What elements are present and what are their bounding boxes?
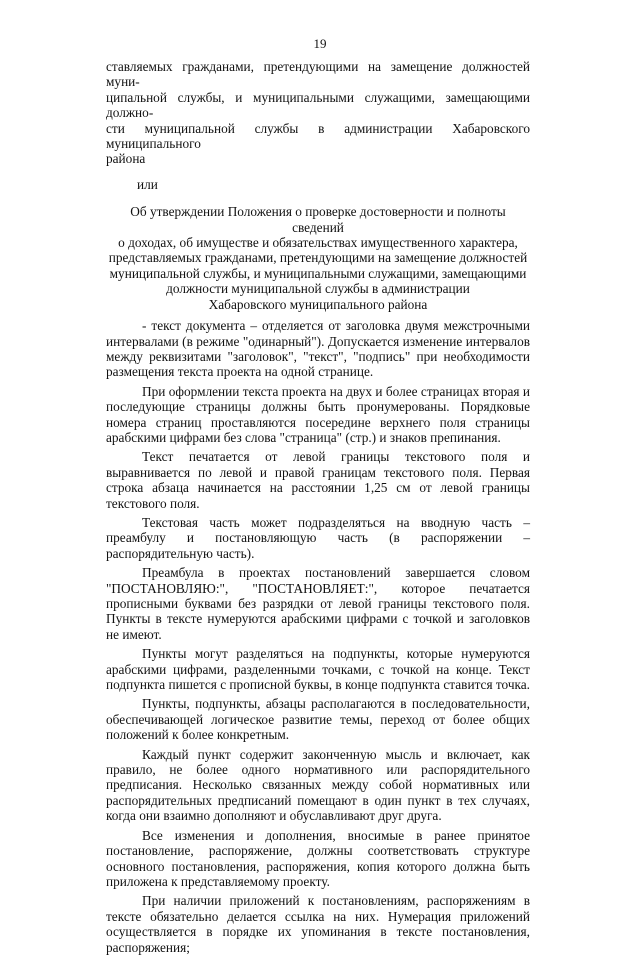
paragraph: Каждый пункт содержит законченную мысль и включает, как правило, не более одного нормативного или распорядительного предписания. Несколько связанных между собой нормативных или распорядительных предписаний помещают в один пункт в тех случаях, когда они взаимно дополняют и обуславливают друг друга.: [106, 746, 530, 824]
paragraph: Преамбула в проектах постановлений завершается словом "ПОСТАНОВЛЯЮ:", "ПОСТАНОВЛЯЕТ:", которое печатается прописными буквами без разрядки от левой границы текстового поля. Пункты в тексте нумеруются арабскими цифрами с точкой и заголовков не имеют.: [106, 565, 530, 642]
intro-line: района: [106, 151, 146, 167]
paragraph: Пункты могут разделяться на подпункты, которые нумеруются арабскими цифрами, разделенными точками, с точкой на конце. Текст подпункта пишется с прописной буквы, в конце подпункта ставится точка.: [106, 646, 531, 693]
paragraph: При наличии приложений к постановлениям, распоряжениям в тексте обязательно делается ссылка на них. Нумерация приложений осуществляется в порядке их упоминания в тексте постановления, распоряжения;: [106, 893, 530, 955]
intro-text: [106, 59, 530, 167]
title-line: должности муниципальной службы в администрации: [166, 281, 470, 297]
paragraph: Текст печатается от левой границы текстового поля и выравнивается по левой и правой границам текстового поля. Первая строка абзаца начинается на расстоянии 1,25 см от левой границы текстового поля.: [106, 449, 530, 511]
title-line: Хабаровского муниципального района: [208, 296, 428, 312]
paragraph: Все изменения и дополнения, вносимые в ранее принятое постановление, распоряжение, должны соответствовать структуре основного постановления, распоряжения, копия которого должна быть приложена к представляемому проекту.: [106, 827, 530, 889]
paragraph: Текстовая часть может подразделяться на вводную часть – преамбулу и постановляющую часть (в распоряжении – распорядительную часть).: [106, 514, 530, 561]
paragraph: При оформлении текста проекта на двух и более страницах вторая и последующие страницы должны быть пронумерованы. Порядковые номера страниц проставляются посередине верхнего поля страницы арабскими цифрами без слова "страница" (стр.) и знаков препинания.: [106, 383, 530, 445]
title-line: представляемых гражданами, претендующими на замещение должностей: [108, 250, 528, 266]
document-body: [106, 59, 530, 959]
intro-line: сти муниципальной службы в администрации Хабаровского муниципального: [106, 120, 530, 152]
intro-line: ставляемых гражданами, претендующими на замещение должностей муни-: [106, 59, 530, 90]
or-separator: или: [137, 176, 158, 192]
page-number: 19: [313, 36, 327, 51]
title-line: о доходах, об имуществе и обязательствах имущественного характера,: [118, 235, 518, 251]
paragraph: - текст документа – отделяется от заголовка двумя межстрочными интервалами (в режиме "одинарный"). Допускается изменение интервалов между реквизитами "заголовок", "текст", "подпись" при необходимости размещения текста проекта на одной странице.: [106, 318, 530, 380]
intro-line: ципальной службы, и муниципальными служащими, замещающими должно-: [106, 89, 530, 121]
title-line: муниципальной службы, и муниципальными служащими, замещающими: [109, 265, 527, 281]
document-title-example: [106, 204, 530, 312]
title-line: Об утверждении Положения о проверке достоверности и полноты сведений: [130, 204, 506, 235]
paragraph: Пункты, подпункты, абзацы располагаются в последовательности, обеспечивающей логическое развитие темы, переход от более общих положений к более конкретным.: [106, 696, 530, 743]
